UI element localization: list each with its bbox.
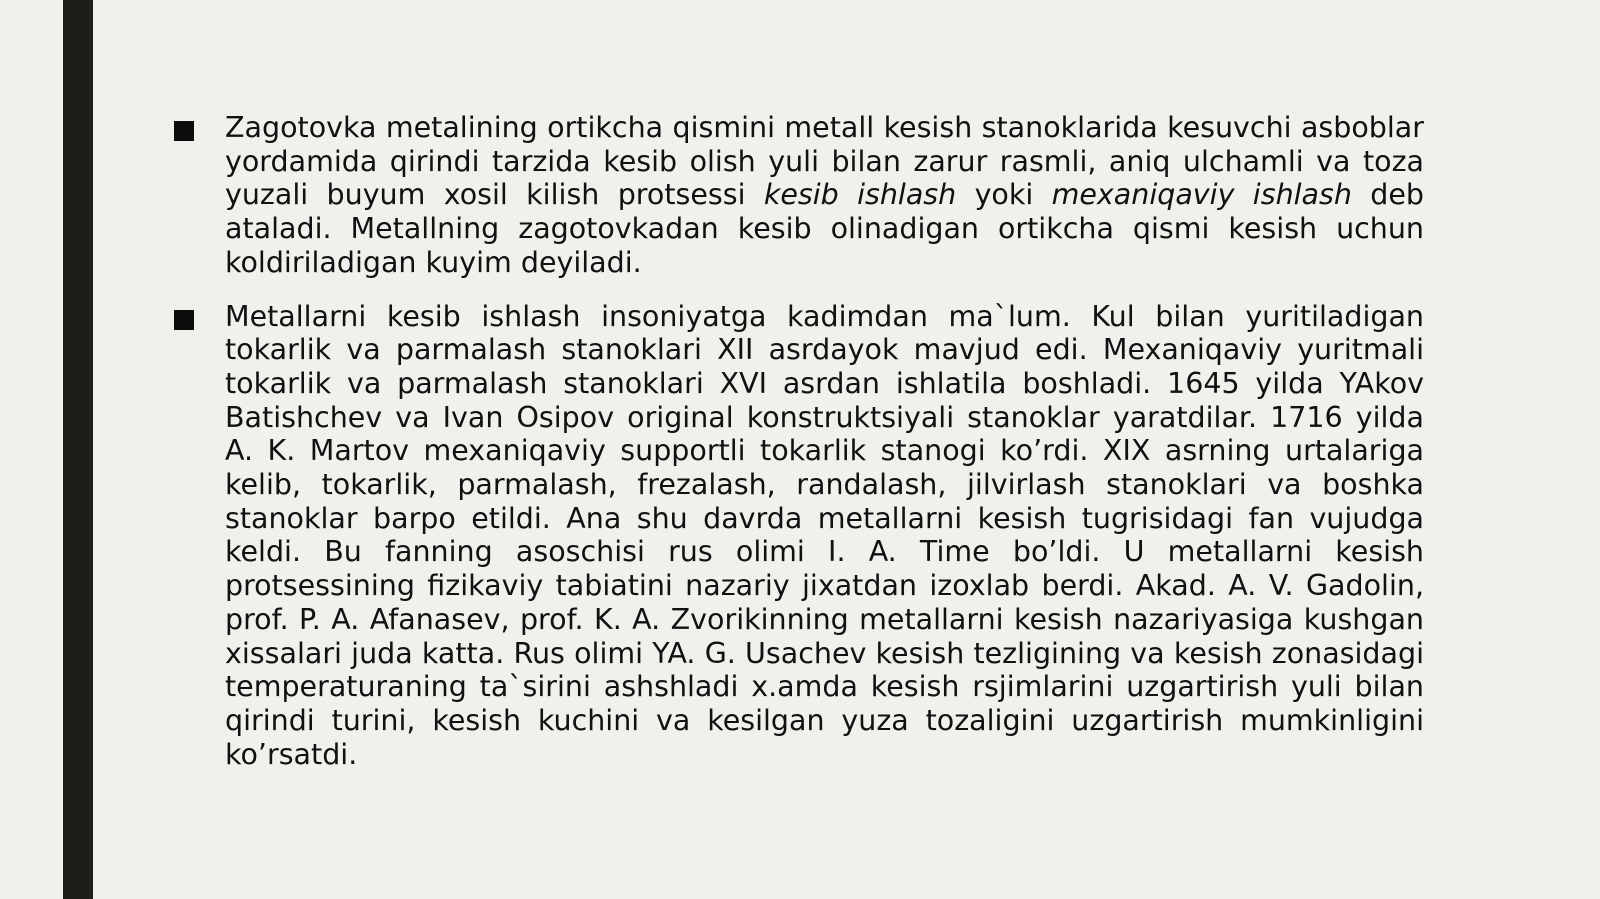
bullet-1-italic-kesib-ishlash: kesib ishlash — [763, 178, 957, 212]
slide-content — [174, 111, 1424, 791]
bullet-text-1 — [225, 111, 1424, 280]
bullet-1-text-a: Zagotovka metalining ortikcha qismini metall kesish stanoklarida kesuvchi asboblar yordamida qirindi tarzida kesib olish yuli bilan zarur rasmli, aniq ulchamli va toza yuzali buyum xosil kilish protsessi — [225, 111, 1424, 212]
square-bullet-icon — [174, 121, 194, 141]
left-accent-bar — [63, 0, 93, 899]
bullet-text-2: Metallarni kesib ishlash insoniyatga kadimdan ma`lum. Kul bilan yuritiladigan tokarlik va parmalash stanoklari XII asrdayok mavjud edi. Mexaniqaviy yuritmali tokarlik va parmalash stanoklari XVI asrdan ishlatila boshladi. 1645 yilda YAkov Batishchev va Ivan Osipov original konstruktsiyali stanoklar yaratdilar. 1716 yilda A. K. Martov mexaniqaviy supportli tokarlik stanogi ko’rdi. XIX asrning urtalariga kelib, tokarlik, parmalash, frezalash, randalash, jilvirlash stanoklari va boshka stanoklar barpo etildi. Ana shu davrda metallarni kesish tugrisidagi fan vujudga keldi. Bu fanning asoschisi rus olimi I. A. Time bo’ldi. U metallarni kesish protsessining fizikaviy tabiatini nazariy jixatdan izoxlab berdi. Akad. A. V. Gadolin, prof. P. A. Afanasev, prof. K. A. Zvorikinning metallarni kesish nazariyasiga kushgan xissalari juda katta. Rus olimi YA. G. Usachev kesish tezligining va kesish zonasidagi temperaturaning ta`sirini ashshladi x.amda kesish rsjimlarini uzgartirish yuli bilan qirindi turini, kesish kuchini va kesilgan yuza tozaligini uzgartirish mumkinligini ko’rsatdi. — [225, 299, 1424, 771]
square-bullet-icon — [174, 310, 194, 330]
bullet-item-1 — [174, 111, 1424, 280]
bullet-1-text-c: deb ataladi. Metallning zagotovkadan kesib olinadigan ortikcha qismi kesish uchun koldiriladigan kuyim deyiladi. — [225, 178, 1424, 279]
bullet-item-2 — [174, 300, 1424, 772]
bullet-1-italic-mexaniqaviy-ishlash: mexaniqaviy ishlash — [1051, 178, 1352, 212]
bullet-1-text-b: yoki — [956, 178, 1052, 212]
